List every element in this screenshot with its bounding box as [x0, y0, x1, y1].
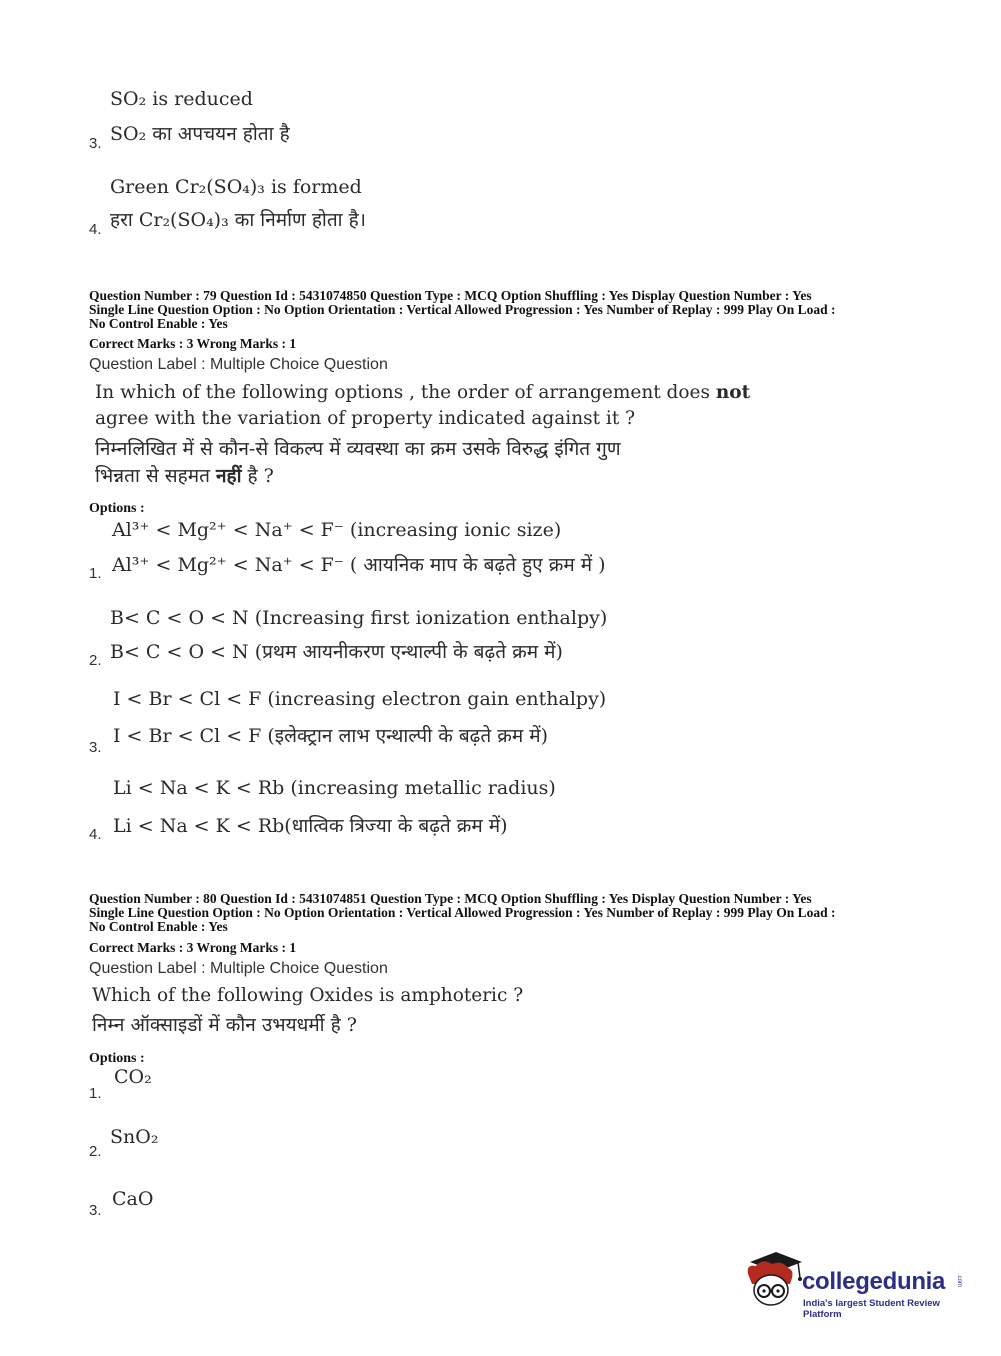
text-segment: है ?: [241, 465, 274, 487]
emphasis-text: नहीं: [215, 465, 242, 487]
logo-tagline: India's largest Student Review Platform: [803, 1298, 940, 1320]
logo-wordmark: collegedunia: [802, 1268, 946, 1295]
logo-suffix: .com: [956, 1274, 962, 1288]
question-text-english: Which of the following Oxides is amphoteric ?: [92, 985, 524, 1006]
question-label: Question Label : Multiple Choice Question: [89, 356, 388, 373]
text-segment: भिन्नता से सहमत: [95, 465, 216, 487]
question-meta-line: Question Number : 79 Question Id : 5431074850 Question Type : MCQ Option Shuffling : Yes Display Question Number : Yes: [89, 288, 812, 303]
emphasis-text: not: [715, 382, 751, 403]
option-number: 1.: [89, 565, 102, 582]
option-number: 3.: [89, 1202, 102, 1219]
options-heading: Options :: [89, 1051, 145, 1066]
option-number: 3.: [89, 739, 102, 756]
question-text-english: [95, 380, 750, 406]
collegedunia-logo: [742, 1248, 972, 1318]
option-english-text: Li < Na < K < Rb (increasing metallic radius): [113, 777, 556, 799]
option-number: 4.: [89, 826, 102, 843]
option-text: CO₂: [114, 1066, 152, 1088]
option-english-text: Al³⁺ < Mg²⁺ < Na⁺ < F⁻ (increasing ionic size): [112, 519, 562, 541]
question-text-hindi: निम्नलिखित में से कौन-से विकल्प में व्यवस्था का क्रम उसके विरुद्ध इंगित गुण: [95, 438, 621, 460]
options-heading: Options :: [89, 501, 145, 516]
option-hindi-text: I < Br < Cl < F (इलेक्ट्रान लाभ एन्थाल्पी के बढ़ते क्रम में): [113, 725, 549, 747]
option-hindi-text: हरा Cr₂(SO₄)₃ का निर्माण होता है।: [110, 209, 366, 231]
question-meta-line: Single Line Question Option : No Option Orientation : Vertical Allowed Progression : Yes Number of Replay : 999 Play On Load :: [89, 302, 836, 317]
option-hindi-text: Li < Na < K < Rb(धात्विक त्रिज्या के बढ़ते क्रम में): [113, 815, 508, 837]
option-text: CaO: [112, 1188, 154, 1210]
option-text: SnO₂: [110, 1126, 159, 1148]
question-meta-line: No Control Enable : Yes: [89, 919, 228, 934]
question-meta-line: Single Line Question Option : No Option Orientation : Vertical Allowed Progression : Yes Number of Replay : 999 Play On Load :: [89, 905, 836, 920]
question-meta-line: No Control Enable : Yes: [89, 316, 228, 331]
mascot-icon: [742, 1248, 804, 1310]
question-text-english-cont: agree with the variation of property indicated against it ?: [95, 408, 636, 429]
option-number: 3.: [89, 135, 102, 152]
option-english-text: Green Cr₂(SO₄)₃ is formed: [110, 176, 362, 198]
option-hindi-text: B< C < O < N (प्रथम आयनीकरण एन्थाल्पी के बढ़ते क्रम में): [110, 641, 563, 663]
question-text-hindi: निम्न ऑक्साइडों में कौन उभयधर्मी है ?: [92, 1014, 357, 1036]
option-english-text: B< C < O < N (Increasing first ionization enthalpy): [110, 607, 608, 629]
question-meta-line: Question Number : 80 Question Id : 5431074851 Question Type : MCQ Option Shuffling : Yes Display Question Number : Yes: [89, 891, 812, 906]
question-label: Question Label : Multiple Choice Question: [89, 960, 388, 977]
text-segment: In which of the following options , the order of arrangement does: [95, 382, 716, 403]
question-marks: Correct Marks : 3 Wrong Marks : 1: [89, 336, 297, 351]
option-english-text: I < Br < Cl < F (increasing electron gain enthalpy): [113, 688, 607, 710]
option-number: 2.: [89, 1143, 102, 1160]
question-marks: Correct Marks : 3 Wrong Marks : 1: [89, 940, 297, 955]
option-number: 2.: [89, 652, 102, 669]
option-number: 1.: [89, 1085, 102, 1102]
option-hindi-text: SO₂ का अपचयन होता है: [110, 123, 290, 145]
option-english-text: SO₂ is reduced: [110, 88, 253, 110]
question-text-hindi-cont: [95, 463, 274, 489]
option-number: 4.: [89, 221, 102, 238]
option-hindi-text: Al³⁺ < Mg²⁺ < Na⁺ < F⁻ ( आयनिक माप के बढ़ते हुए क्रम में ): [112, 554, 606, 576]
